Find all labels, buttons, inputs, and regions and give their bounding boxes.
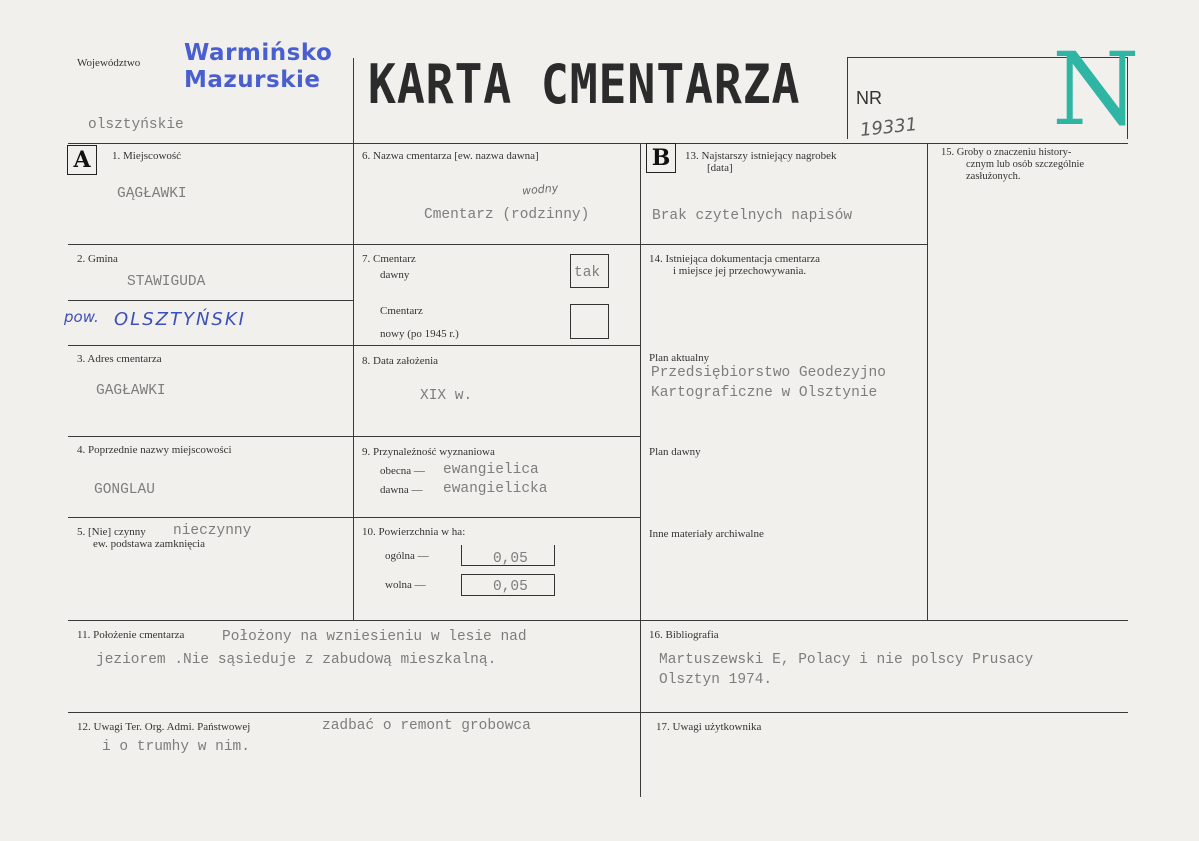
field-12-label: 12. Uwagi Ter. Org. Admi. Państwowej bbox=[77, 721, 251, 733]
field-8-label: 8. Data założenia bbox=[362, 355, 439, 367]
field-10-total-value: 0,05 bbox=[493, 551, 528, 567]
field-3-value: GAGŁAWKI bbox=[96, 383, 166, 399]
field-16-value-1: Martuszewski E, Polacy i nie polscy Prusacy bbox=[659, 652, 1034, 668]
section-b-letter: B bbox=[646, 143, 676, 173]
field-7-old-value: tak bbox=[574, 265, 601, 281]
field-4-label: 4. Poprzednie nazwy miejscowości bbox=[77, 444, 232, 456]
field-6-label: 6. Nazwa cmentarza [ew. nazwa dawna] bbox=[362, 150, 539, 162]
field-7-old-label-2: dawny bbox=[380, 269, 410, 281]
nr-label: NR bbox=[856, 88, 882, 108]
n-mark: N bbox=[1052, 31, 1140, 148]
pow-value: OLSZTYŃSKI bbox=[114, 309, 246, 330]
field-12-value-2: i o trumhy w nim. bbox=[102, 739, 250, 755]
field-1-value: GĄGŁAWKI bbox=[117, 186, 187, 202]
field-6-handwritten: wodny bbox=[521, 181, 559, 198]
plan-old-label: Plan dawny bbox=[649, 446, 701, 458]
field-15-label-2: cznym lub osób szczególnie bbox=[966, 159, 1085, 170]
field-15-label-1: 15. Groby o znaczeniu history- bbox=[941, 147, 1072, 158]
field-9-label: 9. Przynależność wyznaniowa bbox=[362, 446, 495, 458]
field-9-current-label: obecna — bbox=[380, 465, 425, 477]
voivodeship-label: Województwo bbox=[77, 57, 141, 69]
field-14-label-1: 14. Istniejąca dokumentacja cmentarza bbox=[649, 253, 821, 265]
section-a-letter: A bbox=[67, 145, 97, 175]
field-6-value: Cmentarz (rodzinny) bbox=[424, 207, 590, 223]
old-voivodeship: olsztyńskie bbox=[88, 117, 184, 133]
field-10-free-label: wolna — bbox=[385, 579, 426, 591]
field-13-label-2: [data] bbox=[707, 162, 733, 174]
field-9-current-value: ewangielica bbox=[443, 462, 539, 478]
plan-current-value-1: Przedsiębiorstwo Geodezyjno bbox=[651, 365, 886, 381]
field-2-value: STAWIGUDA bbox=[127, 274, 206, 290]
other-materials-label: Inne materiały archiwalne bbox=[649, 528, 764, 540]
voivodeship-stamp-line1: Warmińsko bbox=[184, 40, 333, 66]
field-3-label: 3. Adres cmentarza bbox=[77, 353, 162, 365]
field-5-value: nieczynny bbox=[173, 523, 252, 539]
plan-current-value-2: Kartograficzne w Olsztynie bbox=[651, 385, 878, 401]
voivodeship-stamp-line2: Mazurskie bbox=[184, 67, 321, 93]
pow-prefix: pow. bbox=[64, 308, 99, 326]
field-11-value-2: jeziorem .Nie sąsieduje z zabudową mieszkalną. bbox=[96, 652, 497, 668]
field-16-value-2: Olsztyn 1974. bbox=[659, 672, 773, 688]
field-4-value: GONGLAU bbox=[94, 482, 155, 498]
field-9-former-value: ewangielicka bbox=[443, 481, 548, 497]
field-8-value: XIX w. bbox=[420, 388, 473, 404]
field-11-label: 11. Położenie cmentarza bbox=[77, 629, 185, 641]
field-10-free-value: 0,05 bbox=[493, 579, 528, 595]
field-7-new-label-2: nowy (po 1945 r.) bbox=[380, 328, 459, 340]
new-cemetery-checkbox bbox=[570, 304, 609, 339]
nr-value: 19331 bbox=[859, 114, 919, 141]
field-12-value-1: zadbać o remont grobowca bbox=[322, 718, 531, 734]
field-5-label-1: 5. [Nie] czynny bbox=[77, 526, 146, 538]
field-14-label-2: i miejsce jej przechowywania. bbox=[673, 265, 807, 277]
field-13-label-1: 13. Najstarszy istniejący nagrobek bbox=[685, 150, 837, 162]
field-5-label-2: ew. podstawa zamknięcia bbox=[93, 538, 205, 550]
field-1-label: 1. Miejscowość bbox=[112, 150, 182, 162]
field-10-total-label: ogólna — bbox=[385, 550, 429, 562]
field-10-label: 10. Powierzchnia w ha: bbox=[362, 526, 466, 538]
field-7-old-label-1: 7. Cmentarz bbox=[362, 253, 416, 265]
field-7-new-label-1: Cmentarz bbox=[380, 305, 423, 317]
plan-current-label: Plan aktualny bbox=[649, 352, 710, 364]
field-9-former-label: dawna — bbox=[380, 484, 423, 496]
field-13-value: Brak czytelnych napisów bbox=[652, 208, 853, 224]
field-2-label: 2. Gmina bbox=[77, 253, 118, 265]
field-16-label: 16. Bibliografia bbox=[649, 629, 719, 641]
card-title: KARTA CMENTARZA bbox=[368, 53, 801, 116]
field-11-value-1: Położony na wzniesieniu w lesie nad bbox=[222, 629, 527, 645]
field-17-label: 17. Uwagi użytkownika bbox=[656, 721, 762, 733]
field-15-label-3: zasłużonych. bbox=[966, 171, 1021, 182]
